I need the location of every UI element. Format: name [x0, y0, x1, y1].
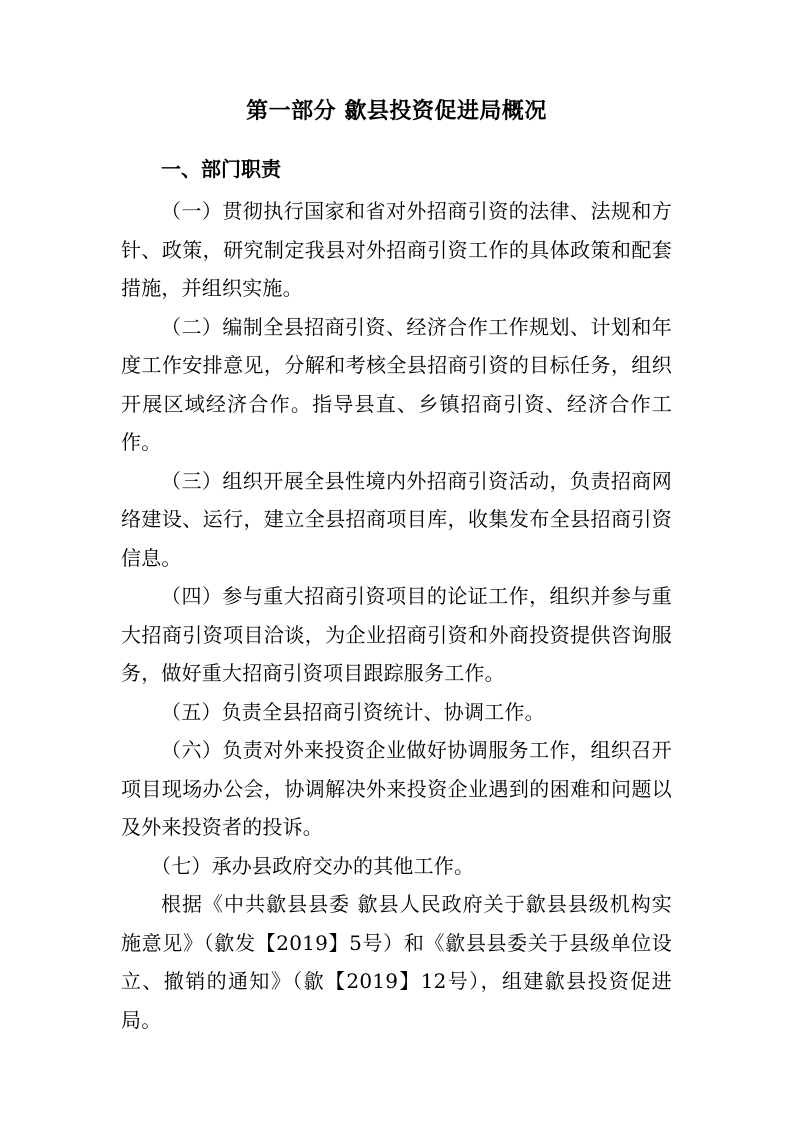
page-title: 第一部分 歙县投资促进局概况 [246, 99, 547, 124]
paragraph-duty-3: （三）组织开展全县性境内外招商引资活动，负责招商网络建设、运行，建立全县招商项目库，收集发布全县招商引资信息。 [121, 468, 672, 570]
paragraph-duty-6: （六）负责对外来投资企业做好协调服务工作，组织召开项目现场办公会，协调解决外来投资企业遇到的困难和问题以及外来投资者的投诉。 [121, 738, 672, 839]
paragraph-duty-5: （五）负责全县招商引资统计、协调工作。 [161, 699, 545, 724]
paragraph-duty-1: （一）贯彻执行国家和省对外招商引资的法律、法规和方针、政策，研究制定我县对外招商引资工作的具体政策和配套措施，并组织实施。 [121, 199, 672, 300]
paragraph-duty-4: （四）参与重大招商引资项目的论证工作，组织并参与重大招商引资项目洽谈，为企业招商引资和外商投资提供咨询服务，做好重大招商引资项目跟踪服务工作。 [121, 584, 672, 685]
paragraph-duty-2: （二）编制全县招商引资、经济合作工作规划、计划和年度工作安排意见，分解和考核全县招商引资的目标任务，组织开展区域经济合作。指导县直、乡镇招商引资、经济合作工作。 [121, 314, 672, 454]
paragraph-establishment-basis: 根据《中共歙县县委 歙县人民政府关于歙县县级机构实施意见》（歙发【2019】5号）和《歙县县委关于县级单位设立、撤销的通知》（歙【2019】12号），组建歙县投资促进局。 [121, 892, 672, 1032]
paragraph-duty-7: （七）承办县政府交办的其他工作。 [151, 853, 475, 878]
section-heading: 一、部门职责 [161, 157, 281, 181]
